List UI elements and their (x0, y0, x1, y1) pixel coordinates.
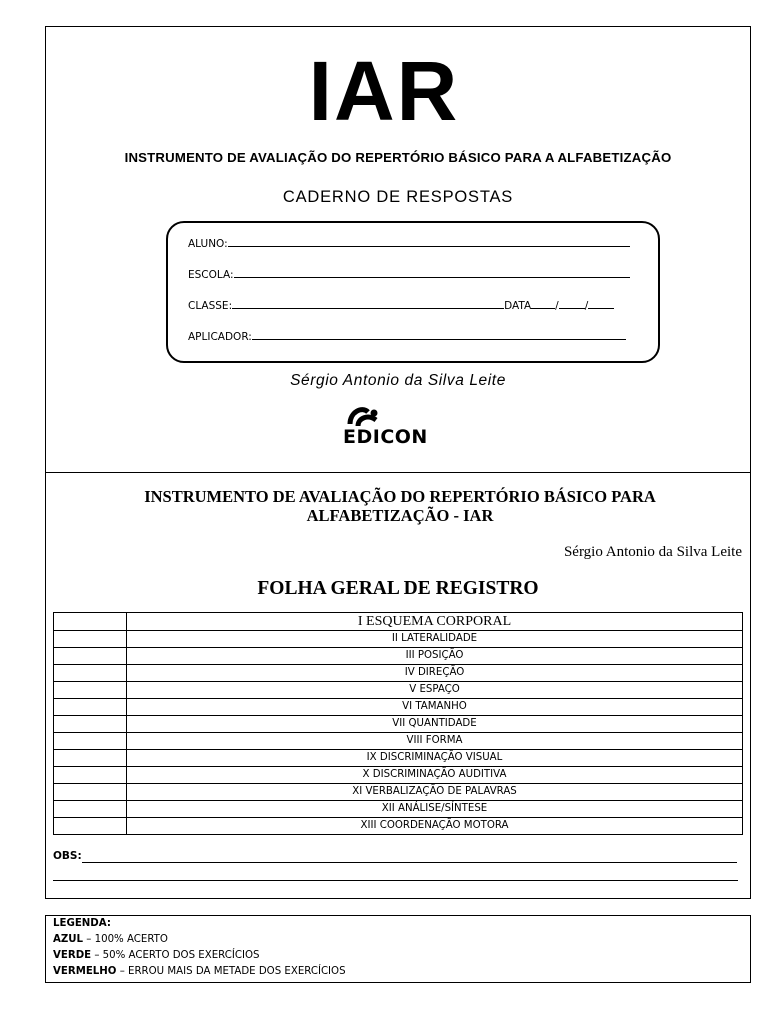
obs-field[interactable] (53, 880, 738, 881)
main-title: IAR (308, 44, 460, 138)
classe-label: CLASSE: (188, 300, 233, 312)
obs-field[interactable] (82, 862, 737, 863)
legend-item-verde: VERDE – 50% ACERTO DOS EXERCÍCIOS (53, 950, 260, 961)
table-row (54, 818, 743, 835)
skill-label: V ESPAÇO (127, 682, 743, 699)
skill-label: IV DIREÇÃO (127, 665, 743, 682)
skill-label: XI VERBALIZAÇÃO DE PALAVRAS (127, 784, 743, 801)
score-cell[interactable] (54, 648, 127, 665)
classe-line (188, 297, 614, 312)
skill-label: II LATERALIDADE (127, 631, 743, 648)
table-row (54, 613, 743, 631)
aluno-field[interactable] (228, 235, 630, 247)
table-row (54, 716, 743, 733)
record-author: Sérgio Antonio da Silva Leite (563, 544, 742, 560)
score-cell[interactable] (54, 631, 127, 648)
skill-label: VI TAMANHO (127, 699, 743, 716)
escola-label: ESCOLA: (188, 269, 234, 281)
aplicador-line (188, 328, 626, 343)
aplicador-field[interactable] (252, 328, 626, 340)
score-cell[interactable] (54, 613, 127, 631)
score-cell[interactable] (54, 699, 127, 716)
date-year-field[interactable] (588, 297, 614, 309)
score-cell[interactable] (54, 801, 127, 818)
table-row (54, 631, 743, 648)
skill-label: III POSIÇÃO (127, 648, 743, 665)
escola-line (188, 266, 630, 281)
classe-field[interactable] (232, 297, 504, 309)
escola-field[interactable] (234, 266, 630, 278)
record-title: INSTRUMENTO DE AVALIAÇÃO DO REPERTÓRIO BÁSICO PARA ALFABETIZAÇÃO - IAR (144, 487, 656, 525)
table-row (54, 648, 743, 665)
table-row (54, 682, 743, 699)
date-separator: / (584, 300, 589, 312)
legend-item-azul: AZUL – 100% ACERTO (53, 934, 168, 945)
score-cell[interactable] (54, 716, 127, 733)
legend-title: LEGENDA: (53, 918, 111, 929)
skill-label: X DISCRIMINAÇÃO AUDITIVA (127, 767, 743, 784)
edicon-logo-text: EDICON (343, 426, 428, 448)
data-label: DATA (504, 300, 532, 312)
score-cell[interactable] (54, 818, 127, 835)
table-row (54, 784, 743, 801)
obs-label: OBS: (53, 850, 82, 862)
aluno-label: ALUNO: (188, 238, 228, 250)
record-table (53, 612, 743, 835)
score-cell[interactable] (54, 784, 127, 801)
skill-label: XII ANÁLISE/SÍNTESE (127, 801, 743, 818)
edicon-logo (340, 404, 460, 454)
score-cell[interactable] (54, 665, 127, 682)
table-row (54, 665, 743, 682)
cover-author: Sérgio Antonio da Silva Leite (290, 372, 506, 389)
score-cell[interactable] (54, 733, 127, 750)
table-row (54, 801, 743, 818)
legend-box (45, 915, 751, 983)
score-cell[interactable] (54, 767, 127, 784)
table-row (54, 699, 743, 716)
score-cell[interactable] (54, 682, 127, 699)
record-heading: FOLHA GERAL DE REGISTRO (257, 578, 539, 599)
aluno-line (188, 235, 630, 250)
skill-label: VIII FORMA (127, 733, 743, 750)
legend-item-vermelho: VERMELHO – ERROU MAIS DA METADE DOS EXERCÍCIOS (53, 966, 346, 977)
edicon-symbol-icon (344, 404, 384, 428)
aplicador-label: APLICADOR: (188, 331, 252, 343)
date-separator: / (555, 300, 559, 312)
booklet-label: CADERNO DE RESPOSTAS (282, 188, 514, 206)
table-row (54, 750, 743, 767)
skill-label: VII QUANTIDADE (127, 716, 743, 733)
table-row (54, 767, 743, 784)
instrument-subtitle: INSTRUMENTO DE AVALIAÇÃO DO REPERTÓRIO BÁSICO PARA A ALFABETIZAÇÃO (124, 150, 672, 165)
date-month-field[interactable] (559, 297, 585, 309)
skill-label: IX DISCRIMINAÇÃO VISUAL (127, 750, 743, 767)
table-row (54, 733, 743, 750)
score-cell[interactable] (54, 750, 127, 767)
skill-label: XIII COORDENAÇÃO MOTORA (127, 818, 743, 835)
skill-label: I ESQUEMA CORPORAL (127, 613, 743, 631)
student-info-box (166, 221, 660, 363)
date-day-field[interactable] (531, 297, 555, 309)
